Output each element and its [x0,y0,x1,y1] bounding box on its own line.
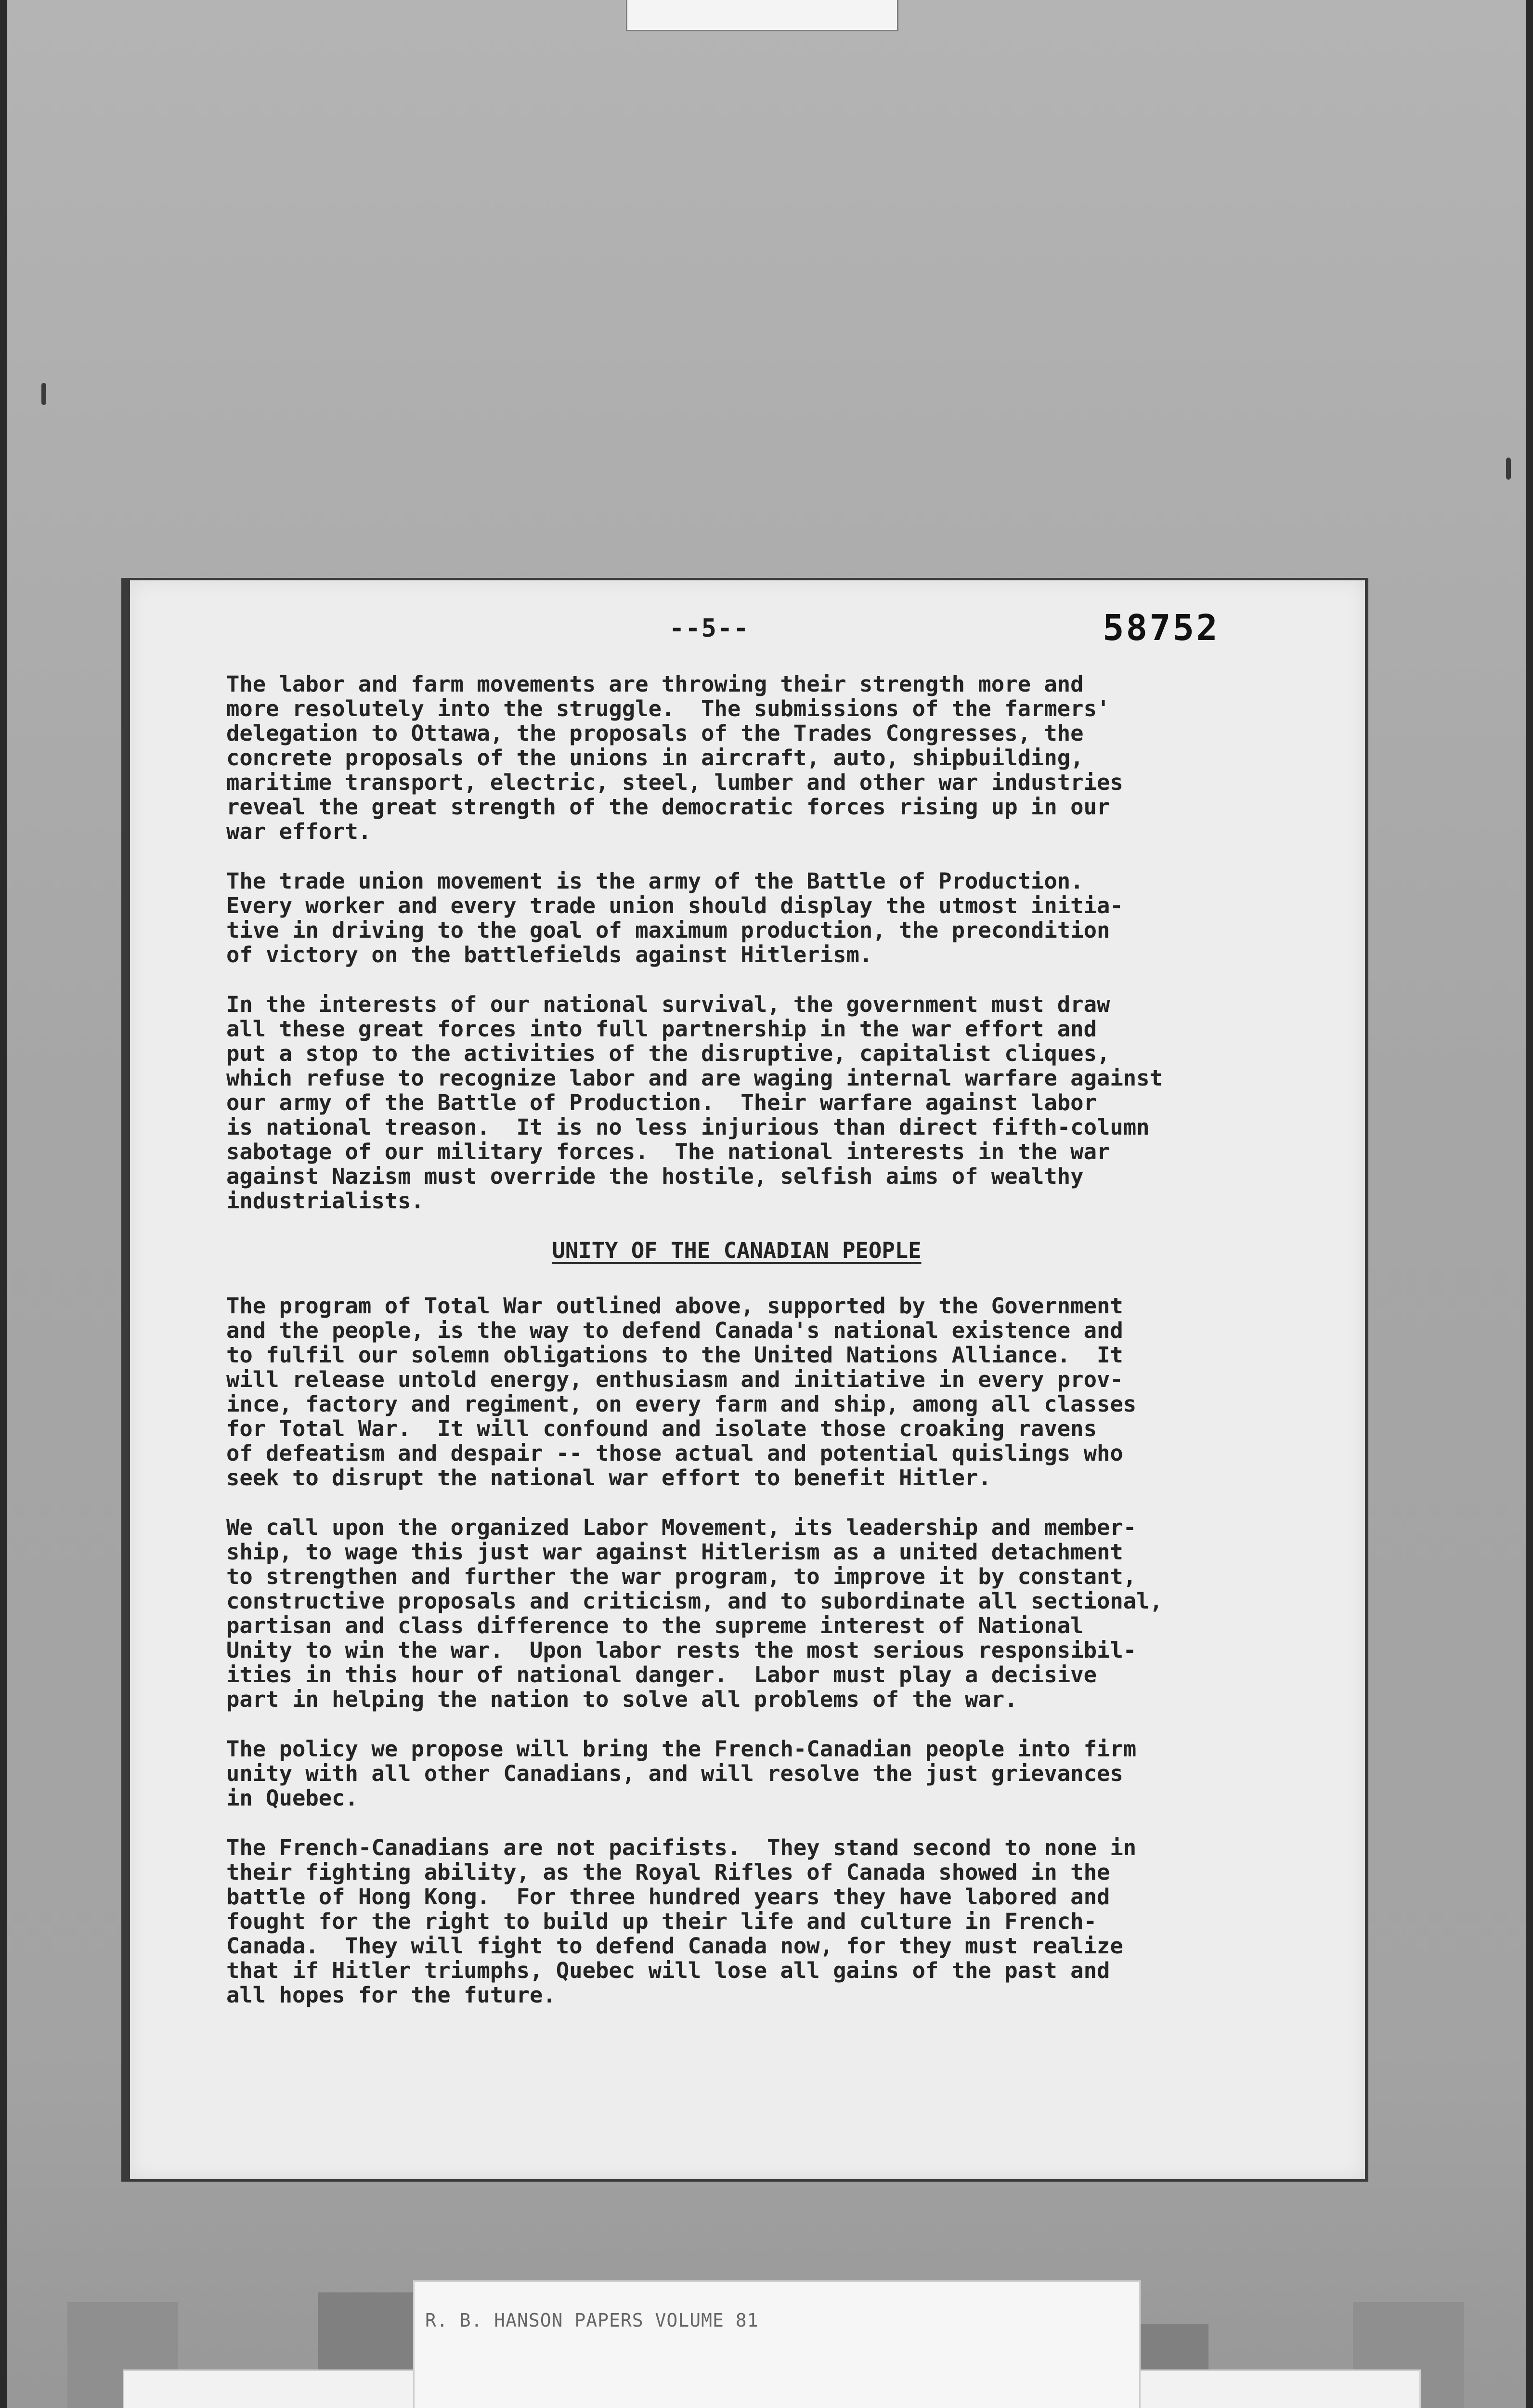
text-line: battle of Hong Kong. For three hundred years they have labored and [226,1884,1110,1910]
text-line: all hopes for the future. [226,1982,556,2008]
text-line: of victory on the battlefields against Hitlerism. [226,942,873,968]
film-edge-right [1526,0,1533,2408]
paragraph [226,1515,1305,1712]
document-page [130,580,1365,2179]
volume-label-text: R. B. HANSON PAPERS VOLUME 81 [425,2310,759,2331]
document-body [226,672,1305,2032]
paragraph [226,1294,1305,1490]
text-line: war effort. [226,819,372,844]
archive-number: 58752 [1103,607,1220,649]
text-line: to fulfil our solemn obligations to the United Nations Alliance. It [226,1342,1123,1368]
text-line: industrialists. [226,1188,424,1214]
binder-hole-mark [1506,458,1511,480]
section-heading: UNITY OF THE CANADIAN PEOPLE [552,1238,922,1263]
text-line: We call upon the organized Labor Movement, its leadership and member- [226,1515,1137,1540]
text-line: to strengthen and further the war program, to improve it by constant, [226,1564,1137,1589]
top-tab [626,0,898,31]
text-line: The trade union movement is the army of the Battle of Production. [226,868,1084,894]
text-line: unity with all other Canadians, and will resolve the just grievances [226,1761,1123,1786]
text-line: and the people, is the way to defend Canada's national existence and [226,1318,1123,1343]
tape-piece [318,2292,414,2374]
text-line: partisan and class difference to the supreme interest of National [226,1613,1084,1638]
text-line: The policy we propose will bring the French-Canadian people into firm [226,1736,1137,1762]
text-line: more resolutely into the struggle. The submissions of the farmers' [226,696,1110,721]
text-line: for Total War. It will confound and isolate those croaking ravens [226,1416,1097,1441]
text-line: ince, factory and regiment, on every farm and ship, among all classes [226,1391,1137,1417]
paragraphs-before-heading [226,672,1305,1213]
text-line: seek to disrupt the national war effort to benefit Hitler. [226,1465,991,1491]
text-line: of defeatism and despair -- those actual and potential quislings who [226,1440,1123,1466]
text-line: put a stop to the activities of the disruptive, capitalist cliques, [226,1041,1110,1066]
paragraph [226,672,1305,844]
text-line: maritime transport, electric, steel, lumber and other war industries [226,770,1123,795]
text-line: our army of the Battle of Production. Their warfare against labor [226,1090,1097,1115]
text-line: The labor and farm movements are throwing their strength more and [226,671,1084,697]
text-line: In the interests of our national survival, the government must draw [226,992,1110,1017]
tape-piece [1136,2324,1208,2377]
paragraph [226,992,1305,1213]
volume-label-slip [413,2280,1141,2408]
text-line: against Nazism must override the hostile, selfish aims of wealthy [226,1164,1084,1189]
text-line: ship, to wage this just war against Hitlerism as a united detachment [226,1539,1123,1565]
text-line: concrete proposals of the unions in aircraft, auto, shipbuilding, [226,745,1084,771]
text-line: which refuse to recognize labor and are waging internal warfare against [226,1065,1163,1091]
text-line: Canada. They will fight to defend Canada now, for they must realize [226,1933,1123,1959]
text-line: The French-Canadians are not pacifists. They stand second to none in [226,1835,1137,1860]
text-line: is national treason. It is no less injurious than direct fifth-column [226,1114,1150,1140]
text-line: all these great forces into full partnership in the war effort and [226,1016,1097,1042]
text-line: their fighting ability, as the Royal Rifles of Canada showed in the [226,1859,1110,1885]
paragraph [226,1737,1305,1810]
text-line: Every worker and every trade union should display the utmost initia- [226,893,1123,918]
paragraph [226,869,1305,967]
text-line: will release untold energy, enthusiasm and initiative in every prov- [226,1367,1123,1392]
film-edge-left [0,0,7,2408]
text-line: ities in this hour of national danger. Labor must play a decisive [226,1662,1097,1688]
text-line: constructive proposals and criticism, and to subordinate all sectional, [226,1588,1163,1614]
text-line: delegation to Ottawa, the proposals of the Trades Congresses, the [226,720,1084,746]
paragraph [226,1835,1305,2007]
page-number: --5-- [669,614,750,643]
text-line: part in helping the nation to solve all problems of the war. [226,1687,1018,1712]
text-line: sabotage of our military forces. The national interests in the war [226,1139,1110,1165]
text-line: fought for the right to build up their life and culture in French- [226,1909,1097,1934]
text-line: The program of Total War outlined above, supported by the Government [226,1293,1123,1319]
text-line: Unity to win the war. Upon labor rests the most serious responsibil- [226,1637,1137,1663]
text-line: tive in driving to the goal of maximum production, the precondition [226,917,1110,943]
text-line: in Quebec. [226,1785,358,1811]
text-line: that if Hitler triumphs, Quebec will lose all gains of the past and [226,1958,1110,1983]
text-line: reveal the great strength of the democratic forces rising up in our [226,794,1110,820]
binder-hole-mark [41,383,46,405]
paragraphs-after-heading [226,1294,1305,2007]
section-heading-row [226,1238,1305,1263]
